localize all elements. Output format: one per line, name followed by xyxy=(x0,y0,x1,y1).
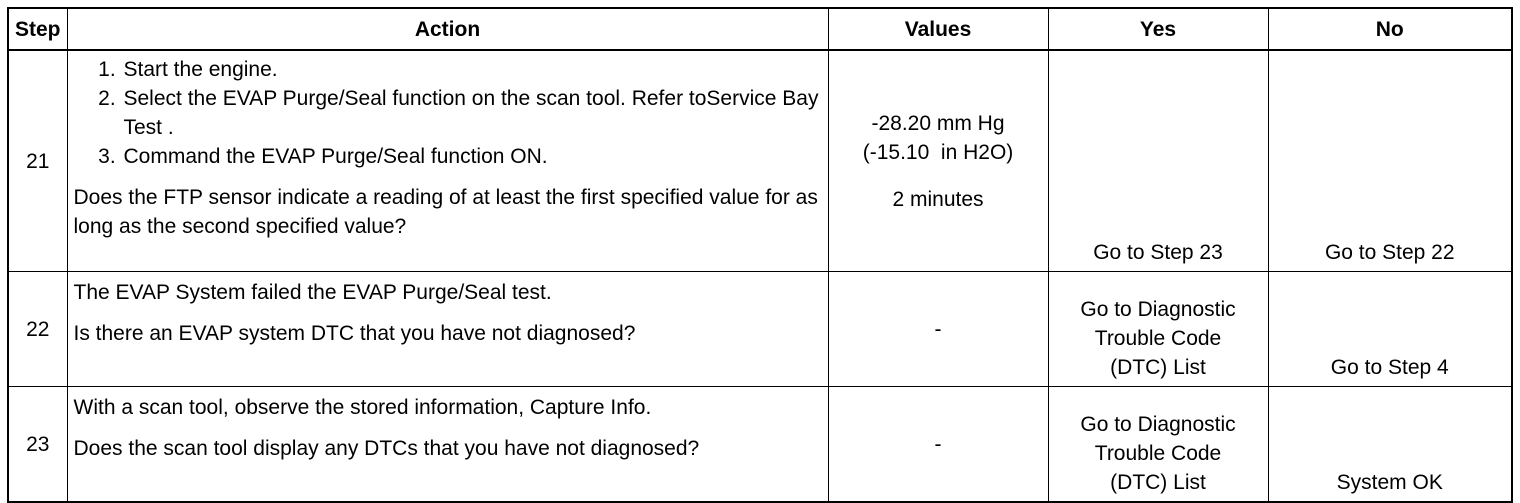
value-duration: 2 minutes xyxy=(892,187,984,211)
yes-line: Trouble Code xyxy=(1094,327,1222,350)
header-action: Action xyxy=(67,8,828,50)
yes-cell: Go to Step 23 xyxy=(1048,50,1268,272)
action-cell xyxy=(67,387,828,503)
action-steps-list xyxy=(74,55,820,171)
step-number: 21 xyxy=(8,50,67,272)
action-step: 1. Start the engine. xyxy=(122,55,820,84)
values-cell: - xyxy=(828,387,1048,503)
value-pressure-mmhg: -28.20 mm Hg xyxy=(871,111,1005,135)
yes-line: Go to Diagnostic xyxy=(1080,298,1236,321)
yes-line: Go to Diagnostic xyxy=(1080,413,1236,436)
header-yes: Yes xyxy=(1048,8,1268,50)
action-question: Is there an EVAP system DTC that you have not diagnosed? xyxy=(73,322,636,345)
no-cell: Go to Step 4 xyxy=(1268,272,1512,387)
action-cell xyxy=(67,272,828,387)
value-pressure-inh2o: (-15.10 in H2O) xyxy=(862,140,1014,164)
yes-line: (DTC) List xyxy=(1110,471,1206,494)
yes-line: Trouble Code xyxy=(1094,442,1222,465)
step-number: 22 xyxy=(8,272,67,387)
header-row xyxy=(8,8,1512,50)
yes-cell xyxy=(1048,387,1268,503)
table-row xyxy=(8,272,1512,387)
action-question: Does the FTP sensor indicate a reading of at least the first specified value for as long as the second specified value? xyxy=(73,186,818,238)
step-number: 23 xyxy=(8,387,67,503)
no-cell: System OK xyxy=(1268,387,1512,503)
diagnostic-table-container xyxy=(7,7,1511,503)
action-statement: With a scan tool, observe the stored information, Capture Info. xyxy=(73,396,652,419)
action-cell xyxy=(67,50,828,272)
values-cell xyxy=(828,50,1048,272)
no-cell: Go to Step 22 xyxy=(1268,50,1512,272)
yes-cell xyxy=(1048,272,1268,387)
yes-line: (DTC) List xyxy=(1110,356,1206,379)
header-step: Step xyxy=(8,8,67,50)
action-question: Does the scan tool display any DTCs that you have not diagnosed? xyxy=(73,437,700,460)
table-row xyxy=(8,387,1512,503)
action-step: 3. Command the EVAP Purge/Seal function ON. xyxy=(122,142,820,171)
action-step: 2. Select the EVAP Purge/Seal function on the scan tool. Refer toService Bay Test . xyxy=(122,84,820,142)
action-statement: The EVAP System failed the EVAP Purge/Seal test. xyxy=(73,281,552,304)
header-no: No xyxy=(1268,8,1512,50)
values-cell: - xyxy=(828,272,1048,387)
diagnostic-table xyxy=(7,7,1513,503)
table-row xyxy=(8,50,1512,272)
header-values: Values xyxy=(828,8,1048,50)
